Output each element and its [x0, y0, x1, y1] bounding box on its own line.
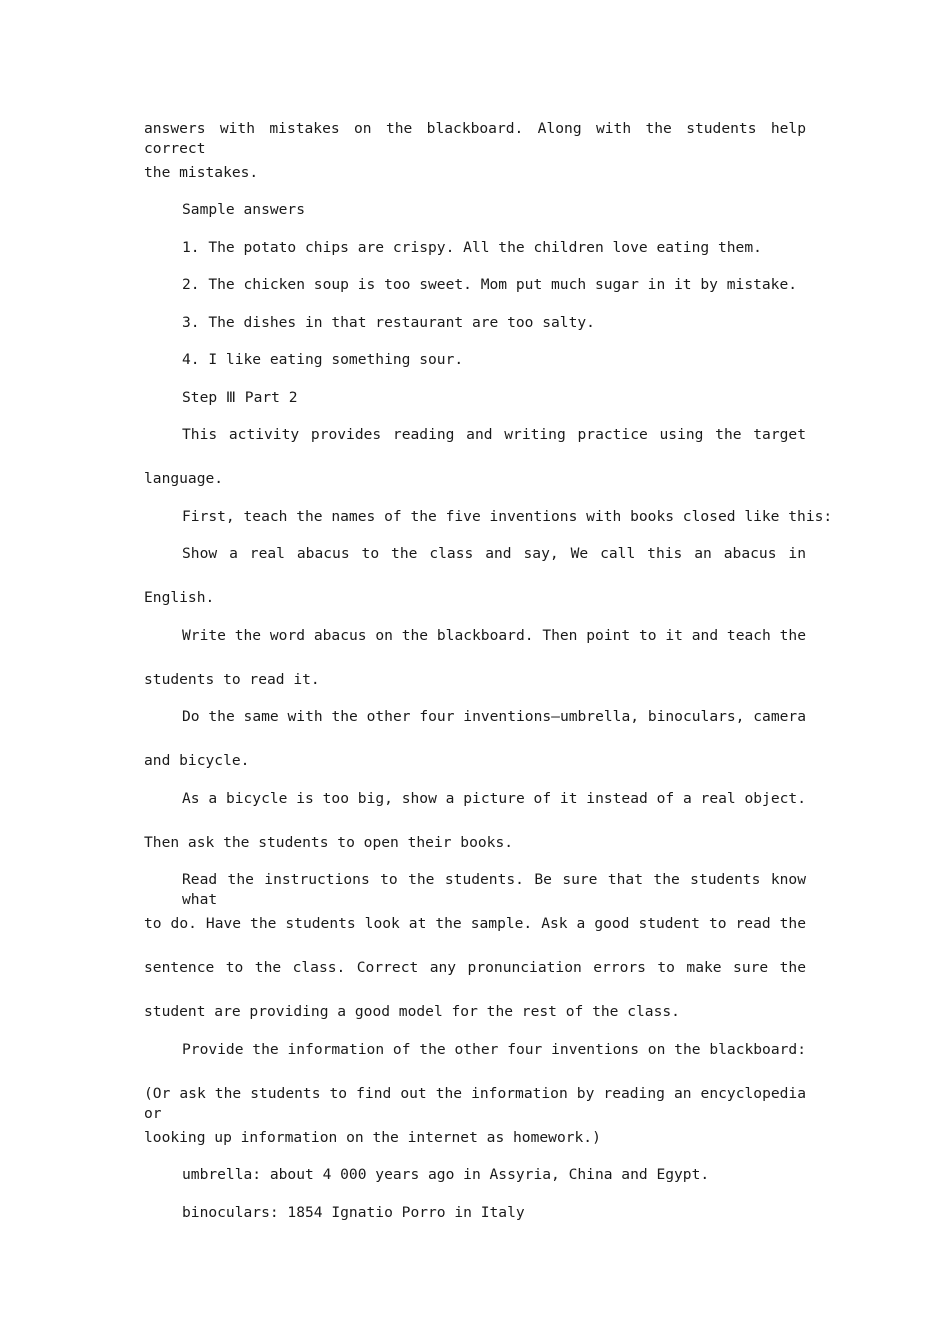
sample-answer-item: 3. The dishes in that restaurant are too salty. [182, 314, 595, 331]
paragraph-line: language. [144, 470, 224, 487]
paragraph-line: answers with mistakes on the blackboard. Along with the students help correct [144, 120, 806, 157]
paragraph-line: English. [144, 589, 215, 606]
paragraph-line: students to read it. [144, 671, 320, 688]
paragraph-line: to do. Have the students look at the sample. Ask a good student to read the [144, 915, 806, 932]
paragraph-line: (Or ask the students to find out the information by reading an encyclopedia or [144, 1085, 806, 1122]
invention-info-item: binoculars: 1854 Ignatio Porro in Italy [182, 1204, 525, 1221]
sample-answer-item: 2. The chicken soup is too sweet. Mom put much sugar in it by mistake. [182, 276, 798, 293]
paragraph-line: As a bicycle is too big, show a picture of it instead of a real object. [182, 790, 806, 807]
paragraph-line: Write the word abacus on the blackboard. Then point to it and teach the [182, 627, 806, 644]
paragraph-line: First, teach the names of the five inventions with books closed like this: [182, 508, 833, 525]
paragraph-line: Read the instructions to the students. Be sure that the students know what [182, 871, 806, 908]
paragraph-line: Show a real abacus to the class and say, We call this an abacus in [182, 545, 806, 562]
sample-answer-item: 1. The potato chips are crispy. All the children love eating them. [182, 239, 762, 256]
paragraph-line: the mistakes. [144, 164, 259, 181]
step-heading: Step Ⅲ Part 2 [182, 389, 298, 406]
section-heading: Sample answers [182, 201, 306, 218]
paragraph-line: and bicycle. [144, 752, 250, 769]
paragraph-line: This activity provides reading and writing practice using the target [182, 426, 806, 443]
paragraph-line: student are providing a good model for the rest of the class. [144, 1003, 680, 1020]
paragraph-line: looking up information on the internet as homework.) [144, 1129, 601, 1146]
paragraph-line: sentence to the class. Correct any pronunciation errors to make sure the [144, 959, 806, 976]
paragraph-line: Then ask the students to open their books. [144, 834, 514, 851]
invention-info-item: umbrella: about 4 000 years ago in Assyria, China and Egypt. [182, 1166, 710, 1183]
paragraph-line: Provide the information of the other four inventions on the blackboard: [182, 1041, 806, 1058]
sample-answer-item: 4. I like eating something sour. [182, 351, 464, 368]
paragraph-line: Do the same with the other four inventions—umbrella, binoculars, camera [182, 708, 806, 725]
